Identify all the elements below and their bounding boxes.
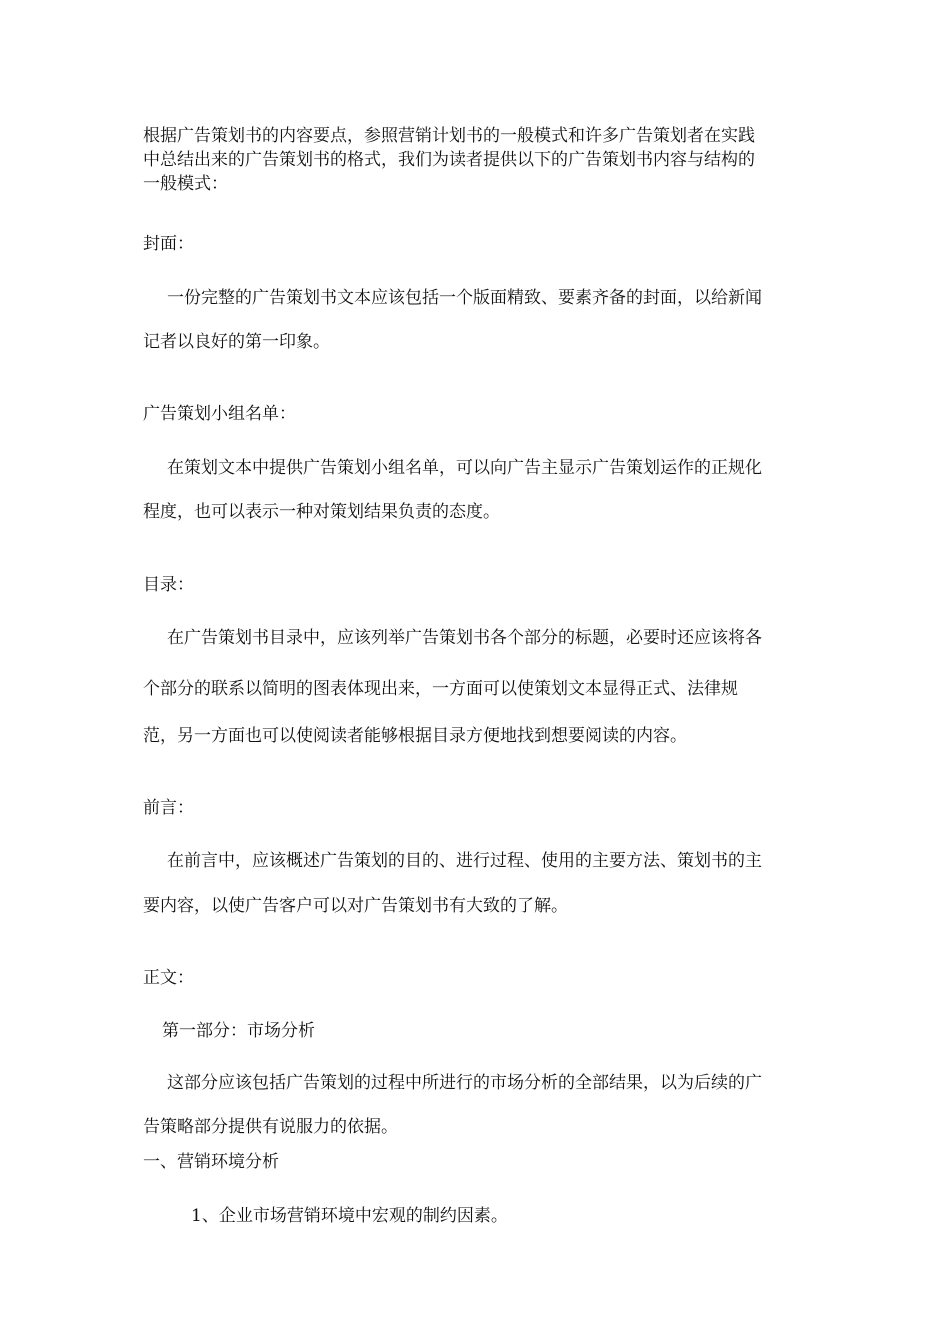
section1-title-text: 一、营销环境分析 xyxy=(143,1152,279,1172)
cover-line-2 xyxy=(143,330,823,354)
toc-line-3 xyxy=(143,724,823,748)
part1-line-2 xyxy=(143,1115,823,1139)
team-text: 程度，也可以表示一种对策划结果负责的态度。 xyxy=(143,502,500,522)
team-text: 在策划文本中提供广告策划小组名单，可以向广告主显示广告策划运作的正规化 xyxy=(167,458,762,478)
toc-line-1 xyxy=(143,626,847,650)
preface-line-1 xyxy=(143,849,847,873)
cover-heading xyxy=(143,232,823,256)
item1 xyxy=(143,1204,871,1228)
intro-line: 中总结出来的广告策划书的格式，我们为读者提供以下的广告策划书内容与结构的 xyxy=(143,150,755,170)
preface-text: 要内容，以使广告客户可以对广告策划书有大致的了解。 xyxy=(143,896,568,916)
body-heading xyxy=(143,966,823,990)
toc-text: 范，另一方面也可以使阅读者能够根据目录方便地找到想要阅读的内容。 xyxy=(143,726,687,746)
toc-line-2 xyxy=(143,677,823,701)
preface-heading xyxy=(143,796,823,820)
cover-text: 记者以良好的第一印象。 xyxy=(143,332,330,352)
intro-line: 一般模式： xyxy=(143,174,228,194)
section1-title xyxy=(143,1150,823,1174)
team-line-1 xyxy=(143,456,847,480)
part1-text: 告策略部分提供有说服力的依据。 xyxy=(143,1117,398,1137)
toc-text: 在广告策划书目录中，应该列举广告策划书各个部分的标题，必要时还应该将各 xyxy=(167,628,762,648)
preface-text: 在前言中，应该概述广告策划的目的、进行过程、使用的主要方法、策划书的主 xyxy=(167,851,762,871)
part1-text: 这部分应该包括广告策划的过程中所进行的市场分析的全部结果，以为后续的广 xyxy=(167,1073,762,1093)
preface-line-2 xyxy=(143,894,823,918)
body-heading-text: 正文： xyxy=(143,968,194,988)
part1-line-1 xyxy=(143,1071,847,1095)
part1-title xyxy=(143,1019,842,1043)
intro-line: 根据广告策划书的内容要点，参照营销计划书的一般模式和许多广告策划者在实践 xyxy=(143,126,755,146)
team-line-2 xyxy=(143,500,823,524)
preface-heading-text: 前言： xyxy=(143,798,194,818)
toc-heading xyxy=(143,573,823,597)
item1-text: 1、企业市场营销环境中宏观的制约因素。 xyxy=(191,1206,508,1226)
team-heading-text: 广告策划小组名单： xyxy=(143,404,296,424)
toc-text: 个部分的联系以简明的图表体现出来，一方面可以使策划文本显得正式、法律规 xyxy=(143,679,738,699)
cover-heading-text: 封面： xyxy=(143,234,194,254)
cover-line-1 xyxy=(143,286,847,310)
toc-heading-text: 目录： xyxy=(143,575,194,595)
team-heading xyxy=(143,402,823,426)
intro-paragraph xyxy=(143,124,813,196)
part1-title-text: 第一部分：市场分析 xyxy=(162,1021,315,1041)
cover-text: 一份完整的广告策划书文本应该包括一个版面精致、要素齐备的封面，以给新闻 xyxy=(167,288,762,308)
